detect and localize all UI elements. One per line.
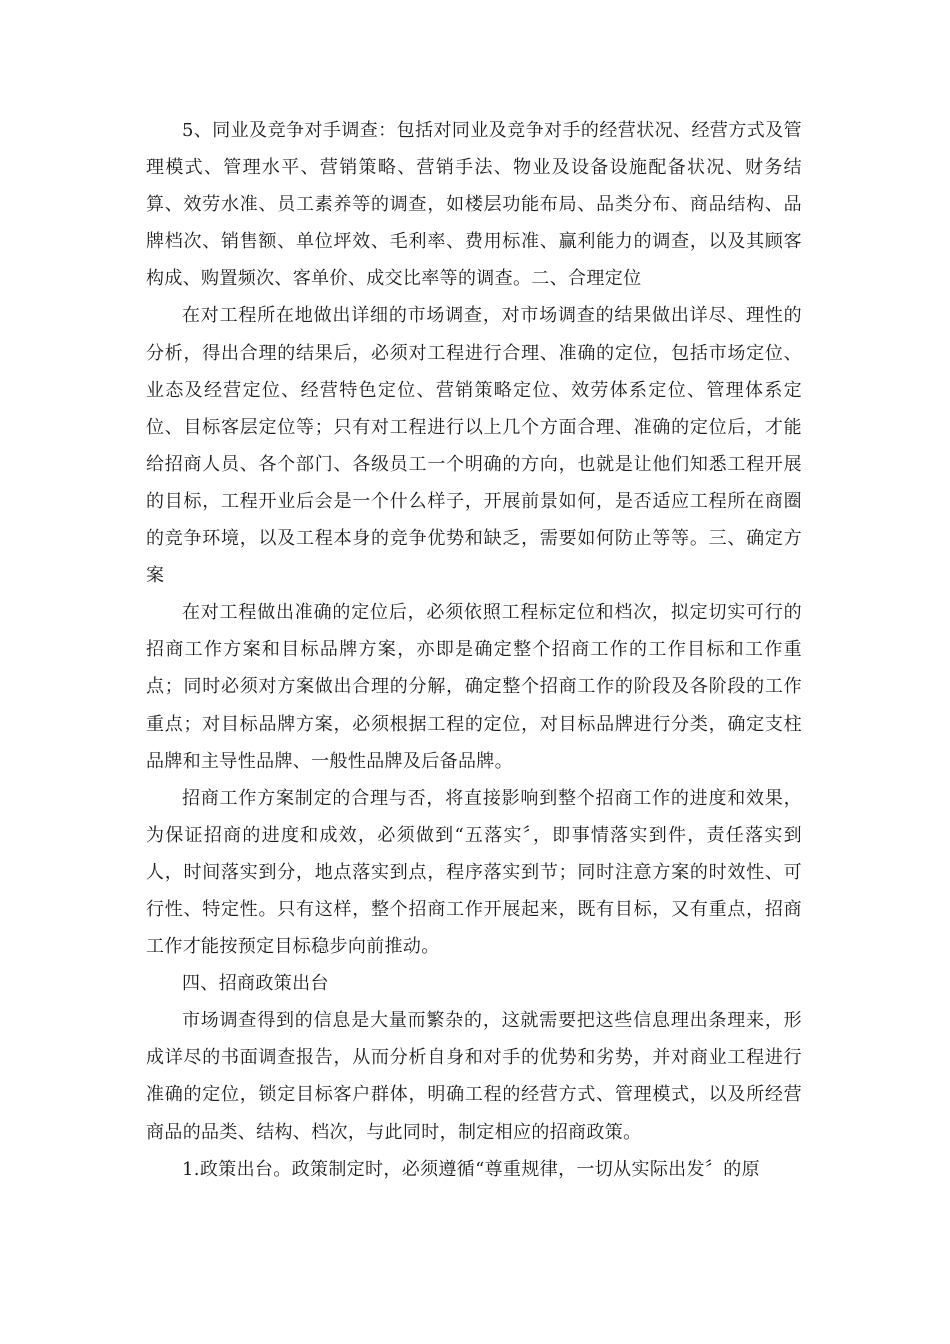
paragraph-positioning: 在对工程所在地做出详细的市场调查，对市场调查的结果做出详尽、理性的分析，得出合理的结果后，必须对工程进行合理、准确的定位，包括市场定位、业态及经营定位、经营特色定位、营销策略定位、效劳体系定位、管理体系定位、目标客层定位等；只有对工程进行以上几个方面合理、准确的定位后，才能给招商人员、各个部门、各级员工一个明确的方向，也就是让他们知悉工程开展的目标，工程开业后会是一个什么样子，开展前景如何，是否适应工程所在商圈的竞争环境，以及工程本身的竞争优势和缺乏，需要如何防止等等。三、确定方案 xyxy=(146,305,802,587)
paragraph-competitor-survey: 5、同业及竞争对手调查：包括对同业及竞争对手的经营状况、经营方式及管理模式、管理水平、营销策略、营销手法、物业及设备设施配备状况、财务结算、效劳水准、员工素养等的调查，如楼层功能布局、品类分布、商品结构、品牌档次、销售额、单位坪效、毛利率、费用标准、赢利能力的调查，以及其顾客构成、购置频次、客单价、成交比率等的调查。二、合理定位 xyxy=(146,120,802,290)
paragraph-plan: 在对工程做出准确的定位后，必须依照工程标定位和档次，拟定切实可行的招商工作方案和目标品牌方案，亦即是确定整个招商工作的工作目标和工作重点；同时必须对方案做出合理的分解，确定整个招商工作的阶段及各阶段的工作重点；对目标品牌方案，必须根据工程的定位，对目标品牌进行分类，确定支柱品牌和主导性品牌、一般性品牌及后备品牌。 xyxy=(146,602,802,772)
document-body xyxy=(146,112,802,1188)
paragraph-policy-release: 1.政策出台。政策制定时，必须遵循“尊重规律，一切从实际出发〞的原 xyxy=(182,1158,760,1180)
paragraph-plan-importance: 招商工作方案制定的合理与否，将直接影响到整个招商工作的进度和效果，为保证招商的进度和成效，必须做到“五落实〞，即事情落实到件，责任落实到人，时间落实到分，地点落实到点，程序落实到节；同时注意方案的时效性、可行性、特定性。只有这样，整个招商工作开展起来，既有目标，又有重点，招商工作才能按预定目标稳步向前推动。 xyxy=(146,787,802,958)
paragraph-market-info: 市场调查得到的信息是大量而繁杂的，这就需要把这些信息理出条理来，形成详尽的书面调查报告，从而分析自身和对手的优势和劣势，并对商业工程进行准确的定位，锁定目标客户群体，明确工程的经营方式、管理模式，以及所经营商品的品类、结构、档次，与此同时，制定相应的招商政策。 xyxy=(146,1010,802,1143)
section-heading-policy: 四、招商政策出台 xyxy=(182,973,329,995)
